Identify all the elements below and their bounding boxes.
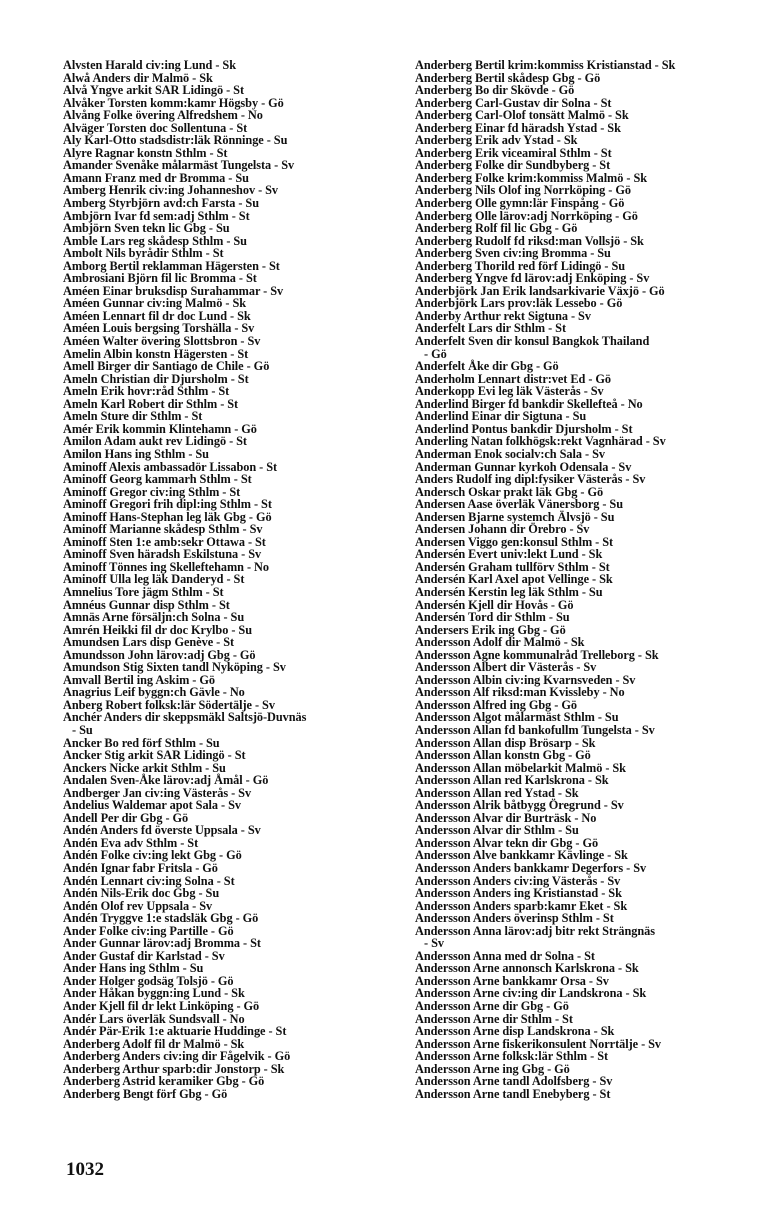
directory-entry: Anderberg Carl-Gustav dir Solna - St <box>415 95 612 110</box>
directory-entry: Alwå Anders dir Malmö - Sk <box>63 70 213 85</box>
directory-entry: Andalen Sven-Åke lärov:adj Åmål - Gö <box>63 773 269 788</box>
directory-entry: Améen Lennart fil dr doc Lund - Sk <box>63 308 251 323</box>
directory-entry: Amander Svenåke målarmäst Tungelsta - Sv <box>63 158 295 173</box>
directory-entry: Anderbjörk Lars prov:läk Lessebo - Gö <box>415 296 623 311</box>
directory-entry: Andersson Alve bankkamr Kävlinge - Sk <box>415 848 628 863</box>
directory-entry: Andersson Arne annonsch Karlskrona - Sk <box>415 961 639 976</box>
directory-entry: Ameln Christian dir Djursholm - St <box>63 371 249 386</box>
directory-entry: Améen Louis bergsing Torshälla - Sv <box>63 321 255 336</box>
directory-entry: Ambjörn Ivar fd sem:adj Sthlm - St <box>63 208 250 223</box>
directory-entry: Amér Erik kommin Klintehamn - Gö <box>63 421 257 436</box>
directory-entry: Andersson Anders bankkamr Degerfors - Sv <box>415 861 647 875</box>
directory-entry: Andersson Agne kommunalråd Trelleborg - Sk <box>415 647 659 662</box>
directory-entry: Andersén Evert univ:lekt Lund - Sk <box>415 547 603 562</box>
directory-entry: Ander Håkan byggn:ing Lund - Sk <box>63 986 245 1001</box>
directory-entry: Anderman Gunnar kyrkoh Odensala - Sv <box>415 459 632 474</box>
directory-entry: Andersson Alf riksd:man Kvissleby - No <box>415 685 625 700</box>
directory-entry: Amvall Bertil ing Askim - Gö <box>63 672 215 687</box>
directory-entry: Anderberg Arthur sparb:dir Jonstorp - Sk <box>63 1061 285 1076</box>
directory-entry: Andén Anders fd överste Uppsala - Sv <box>63 823 261 838</box>
directory-entry: Andén Ignar fabr Fritsla - Gö <box>63 861 218 875</box>
directory-entry: Anderman Enok socialv:ch Sala - Sv <box>415 446 605 461</box>
directory-entry: Anderfelt Åke dir Gbg - Gö <box>415 359 559 374</box>
directory-entry: Andersson Arne dir Gbg - Gö <box>415 999 569 1014</box>
directory-entry: Anderby Arthur rekt Sigtuna - Sv <box>415 308 591 323</box>
directory-entry: Andersén Kjell dir Hovås - Gö <box>415 597 574 612</box>
directory-entry: Alvång Folke övering Alfredshem - No <box>63 108 263 123</box>
directory-entry: Anderholm Lennart distr:vet Ed - Gö <box>415 371 612 386</box>
directory-entry: Alvå Yngve arkit SAR Lidingö - St <box>63 83 245 98</box>
directory-entry: Améen Einar bruksdisp Surahammar - Sv <box>63 283 284 298</box>
directory-entry: Andersson Arne tandl Enebyberg - St <box>415 1086 611 1101</box>
directory-entry: Améen Walter övering Slottsbron - Sv <box>63 334 261 349</box>
directory-entry: Andelius Waldemar apot Sala - Sv <box>63 798 241 813</box>
directory-entry: Anderberg Erik adv Ystad - Sk <box>415 133 578 148</box>
directory-entry: Anderbjörk Jan Erik landsarkivarie Växjö - Gö <box>415 283 665 298</box>
directory-entry: Ancker Bo red förf Sthlm - Su <box>63 735 220 750</box>
directory-entry: Andersson Anna lärov:adj bitr rekt Strängnäs <box>415 923 656 938</box>
directory-entry: - Gö <box>424 346 447 361</box>
directory-entry: Anderling Natan folkhögsk:rekt Vagnhärad - Sv <box>415 434 666 449</box>
directory-entry: Andersen Johann dir Örebro - Sv <box>415 522 590 537</box>
directory-entry: Andersén Karl Axel apot Vellinge - Sk <box>415 572 613 587</box>
directory-entry: Amilon Hans ing Sthlm - Su <box>63 446 209 461</box>
directory-entry: Anderberg Rudolf fd riksd:man Vollsjö - Sk <box>415 233 644 248</box>
directory-entry: Alväger Torsten doc Sollentuna - St <box>63 120 248 135</box>
directory-entry: Aminoff Alexis ambassadör Lissabon - St <box>63 459 278 474</box>
directory-entry: Andersson Arne bankkamr Orsa - Sv <box>415 973 609 988</box>
directory-entry: Anderberg Carl-Olof tonsätt Malmö - Sk <box>415 108 629 123</box>
directory-entry: Ander Gustaf dir Karlstad - Sv <box>63 948 225 963</box>
directory-entry: Andberger Jan civ:ing Västerås - Sv <box>63 785 252 800</box>
directory-entry: Andersson Allan red Ystad - Sk <box>415 785 579 800</box>
directory-entry: Anberg Robert folksk:lär Södertälje - Sv <box>63 697 275 712</box>
directory-entry: Anderberg Rolf fil lic Gbg - Gö <box>415 221 578 236</box>
directory-entry: Anderberg Sven civ:ing Bromma - Su <box>415 246 611 261</box>
directory-entry: Amundsen Lars disp Genève - St <box>63 635 235 650</box>
directory-entry: Andersers Erik ing Gbg - Gö <box>415 622 566 637</box>
directory-entry: Andén Lennart civ:ing Solna - St <box>63 873 235 888</box>
directory-entry: - Su <box>72 722 93 737</box>
directory-entry: Anagrius Leif byggn:ch Gävle - No <box>63 685 245 700</box>
directory-entry: Anchér Anders dir skeppsmäkl Saltsjö-Duvnäs <box>63 710 307 725</box>
directory-entry: Anderberg Nils Olof ing Norrköping - Gö <box>415 183 631 198</box>
directory-entry: Aminoff Sten 1:e amb:sekr Ottawa - St <box>63 534 266 549</box>
directory-entry: Andersson Arne fiskerikonsulent Norrtälje - Sv <box>415 1036 662 1051</box>
directory-entry: Amnelius Tore jägm Sthlm - St <box>63 584 224 599</box>
directory-entry: Andersson Arne folksk:lär Sthlm - St <box>415 1049 609 1064</box>
directory-entry: Anderberg Folke krim:kommiss Malmö - Sk <box>415 170 648 185</box>
directory-entry: Anderberg Olle gymn:lär Finspång - Gö <box>415 196 625 211</box>
directory-entry: Amann Franz med dr Bromma - Su <box>63 170 249 185</box>
right-column <box>415 59 755 1100</box>
directory-entry: Andersson Arne ing Gbg - Gö <box>415 1061 570 1076</box>
directory-entry: Amundson Stig Sixten tandl Nyköping - Sv <box>63 660 286 675</box>
directory-entry: Ameln Karl Robert dir Sthlm - St <box>63 396 239 411</box>
directory-entry: Ambrosiani Björn fil lic Bromma - St <box>63 271 257 286</box>
directory-entry: Andersson Arne civ:ing dir Landskrona - Sk <box>415 986 647 1001</box>
directory-entry: Andersson Alvar tekn dir Gbg - Gö <box>415 835 599 850</box>
directory-entry: Andersen Viggo gen:konsul Sthlm - St <box>415 534 614 549</box>
directory-entry: Anderlind Pontus bankdir Djursholm - St <box>415 421 633 436</box>
directory-entry: Andersson Allan möbelarkit Malmö - Sk <box>415 760 626 775</box>
directory-entry: Anderberg Bengt förf Gbg - Gö <box>63 1086 228 1101</box>
directory-entry: Anderberg Bertil skådesp Gbg - Gö <box>415 70 601 85</box>
directory-entry: Alvåker Torsten komm:kamr Högsby - Gö <box>63 95 284 110</box>
directory-entry: Ameln Erik hovr:råd Sthlm - St <box>63 384 230 399</box>
directory-entry: Anderberg Adolf fil dr Malmö - Sk <box>63 1036 245 1051</box>
directory-entry: Andén Folke civ:ing lekt Gbg - Gö <box>63 848 242 863</box>
directory-entry: Aminoff Georg kammarh Sthlm - St <box>63 472 252 487</box>
directory-entry: Andersen Bjarne systemch Älvsjö - Su <box>415 509 615 524</box>
directory-entry: Andersson Anders civ:ing Västerås - Sv <box>415 873 621 888</box>
directory-entry: Andér Lars överläk Sundsvall - No <box>63 1011 245 1026</box>
directory-entry: Andersson Albin civ:ing Kvarnsveden - Sv <box>415 672 636 687</box>
page-number: 1032 <box>66 1159 104 1180</box>
directory-entry: Amnéus Gunnar disp Sthlm - St <box>63 597 230 612</box>
directory-entry: Andell Per dir Gbg - Gö <box>63 810 189 825</box>
directory-entry: Andersson Arne tandl Adolfsberg - Sv <box>415 1074 613 1089</box>
directory-entry: Andersson Allan konstn Gbg - Gö <box>415 748 591 763</box>
directory-entry: Ander Hans ing Sthlm - Su <box>63 961 204 976</box>
directory-entry: Andersson Alrik båtbygg Öregrund - Sv <box>415 798 624 813</box>
directory-entry: Amberg Henrik civ:ing Johanneshov - Sv <box>63 183 279 198</box>
left-column <box>63 59 395 1100</box>
directory-entry: Andersson Anna med dr Solna - St <box>415 948 595 963</box>
directory-entry: Andersson Albert dir Västerås - Sv <box>415 660 597 675</box>
directory-entry: Andén Nils-Erik doc Gbg - Su <box>63 886 220 901</box>
directory-entry: Anderlind Birger fd bankdir Skellefteå - No <box>415 396 643 411</box>
directory-entry: Andersén Graham tullförv Sthlm - St <box>415 559 610 574</box>
directory-entry: Alvsten Harald civ:ing Lund - Sk <box>63 58 236 72</box>
directory-entry: Amilon Adam aukt rev Lidingö - St <box>63 434 247 449</box>
directory-entry: Anderberg Bertil krim:kommiss Kristianstad - Sk <box>415 58 676 72</box>
directory-entry: Andersén Tord dir Sthlm - Su <box>415 610 570 625</box>
directory-entry: Amelin Albin konstn Hägersten - St <box>63 346 249 361</box>
directory-entry: Anderfelt Lars dir Sthlm - St <box>415 321 567 336</box>
directory-entry: Andén Eva adv Sthlm - St <box>63 835 199 850</box>
directory-entry: Ander Folke civ:ing Partille - Gö <box>63 923 234 938</box>
directory-entry: Andersson Arne disp Landskrona - Sk <box>415 1024 615 1039</box>
directory-entry: Anderfelt Sven dir konsul Bangkok Thailand <box>415 334 650 349</box>
directory-entry: Andersson Allan fd bankofullm Tungelsta - Sv <box>415 722 655 737</box>
directory-entry: Aminoff Sven häradsh Eskilstuna - Sv <box>63 547 262 562</box>
directory-entry: Andersch Oskar prakt läk Gbg - Gö <box>415 484 604 499</box>
directory-entry: Andersson Anders sparb:kamr Eket - Sk <box>415 898 628 913</box>
directory-entry: Anderberg Olle lärov:adj Norrköping - Gö <box>415 208 638 223</box>
directory-entry: Anderberg Folke dir Sundbyberg - St <box>415 158 611 173</box>
directory-entry: Aminoff Ulla leg läk Danderyd - St <box>63 572 245 587</box>
directory-entry: Ander Gunnar lärov:adj Bromma - St <box>63 936 261 951</box>
directory-entry: Amborg Bertil reklamman Hägersten - St <box>63 258 280 273</box>
directory-entry: Andersson Alvar dir Sthlm - Su <box>415 823 579 838</box>
directory-entry: Anderberg Astrid keramiker Gbg - Gö <box>63 1074 265 1089</box>
directory-entry: Ancker Stig arkit SAR Lidingö - St <box>63 748 246 763</box>
directory-entry: Ambjörn Sven tekn lic Gbg - Su <box>63 221 230 236</box>
directory-entry: - Sv <box>424 936 444 951</box>
directory-entry: Amberg Styrbjörn avd:ch Farsta - Su <box>63 196 260 211</box>
directory-entry: Anckers Nicke arkit Sthlm - Su <box>63 760 226 775</box>
directory-entry: Anders Rudolf ing dipl:fysiker Västerås - Sv <box>415 472 646 487</box>
directory-entry: Amble Lars reg skådesp Sthlm - Su <box>63 233 247 248</box>
directory-entry: Andersson Adolf dir Malmö - Sk <box>415 635 585 650</box>
directory-entry: Andén Tryggve 1:e stadsläk Gbg - Gö <box>63 911 259 926</box>
directory-entry: Ameln Sture dir Sthlm - St <box>63 409 203 424</box>
directory-entry: Andersén Kerstin leg läk Sthlm - Su <box>415 584 603 599</box>
directory-entry: Ambolt Nils byrådir Sthlm - St <box>63 246 224 261</box>
directory-entry: Aminoff Gregor civ:ing Sthlm - St <box>63 484 241 499</box>
directory-entry: Anderberg Bo dir Skövde - Gö <box>415 83 575 98</box>
directory-entry: Amell Birger dir Santiago de Chile - Gö <box>63 359 270 374</box>
directory-entry: Andersson Algot målarmäst Sthlm - Su <box>415 710 619 725</box>
directory-entry: Aminoff Hans-Stephan leg läk Gbg - Gö <box>63 509 272 524</box>
directory-entry: Ander Holger godsäg Tolsjö - Gö <box>63 973 234 988</box>
directory-entry: Améen Gunnar civ:ing Malmö - Sk <box>63 296 247 311</box>
directory-entry: Alyre Ragnar konstn Sthlm - St <box>63 145 228 160</box>
directory-entry: Andersson Anders ing Kristianstad - Sk <box>415 886 622 901</box>
directory-entry: Aminoff Marianne skådesp Sthlm - Sv <box>63 522 263 537</box>
directory-entry: Anderlind Einar dir Sigtuna - Su <box>415 409 587 424</box>
directory-entry: Andersson Allan red Karlskrona - Sk <box>415 773 609 788</box>
directory-entry: Amundsson John lärov:adj Gbg - Gö <box>63 647 256 662</box>
directory-entry: Andersen Aase överläk Vänersborg - Su <box>415 497 624 512</box>
directory-entry: Aminoff Gregori frih dipl:ing Sthlm - St <box>63 497 272 512</box>
directory-entry: Ander Kjell fil dr lekt Linköping - Gö <box>63 999 260 1014</box>
directory-entry: Andersson Alfred ing Gbg - Gö <box>415 697 577 712</box>
directory-entry: Amnäs Arne försäljn:ch Solna - Su <box>63 610 245 625</box>
directory-entry: Aminoff Tönnes ing Skelleftehamn - No <box>63 559 269 574</box>
directory-entry: Anderberg Anders civ:ing dir Fågelvik - Gö <box>63 1049 291 1064</box>
directory-entry: Aly Karl-Otto stadsdistr:läk Rönninge - Su <box>63 133 288 148</box>
directory-entry: Andersson Allan disp Brösarp - Sk <box>415 735 596 750</box>
directory-entry: Anderberg Yngve fd lärov:adj Enköping - Sv <box>415 271 650 286</box>
directory-entry: Anderkopp Evi leg läk Västerås - Sv <box>415 384 604 399</box>
directory-entry: Anderberg Erik viceamiral Sthlm - St <box>415 145 612 160</box>
directory-entry: Andersson Anders överinsp Sthlm - St <box>415 911 614 926</box>
directory-entry: Andér Pär-Erik 1:e aktuarie Huddinge - St <box>63 1024 287 1039</box>
directory-entry: Andersson Alvar dir Burträsk - No <box>415 810 597 825</box>
directory-entry: Amrén Heikki fil dr doc Krylbo - Su <box>63 622 252 637</box>
directory-entry: Andén Olof rev Uppsala - Sv <box>63 898 213 913</box>
directory-entry: Andersson Arne dir Sthlm - St <box>415 1011 573 1026</box>
directory-entry: Anderberg Einar fd häradsh Ystad - Sk <box>415 120 621 135</box>
directory-entry: Anderberg Thorild red förf Lidingö - Su <box>415 258 626 273</box>
